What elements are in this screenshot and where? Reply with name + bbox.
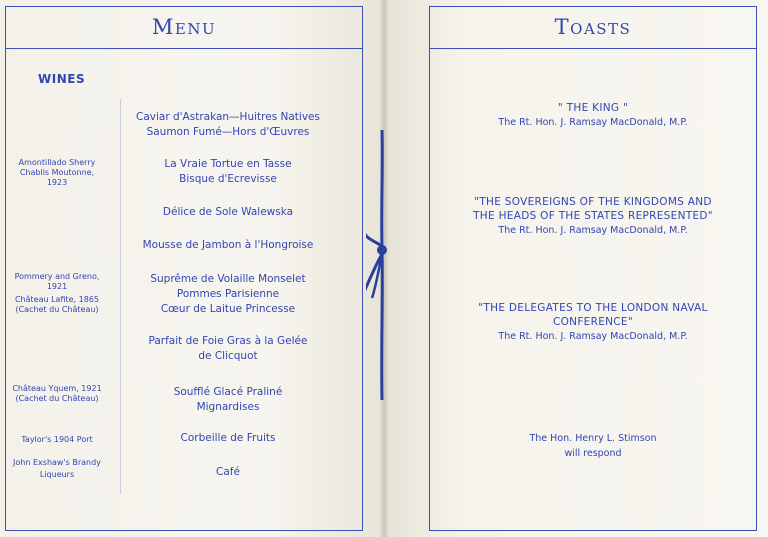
- course-line: Bisque d'Ecrevisse: [179, 173, 277, 185]
- wine-line: (Cachet du Château): [15, 305, 99, 314]
- response-note: [448, 431, 738, 461]
- response-name: The Hon. Henry L. Stimson: [529, 433, 657, 444]
- course-3: [118, 205, 338, 220]
- wine-line: Taylor's 1904 Port: [21, 435, 93, 444]
- course-6: [118, 334, 338, 364]
- course-line: Suprême de Volaille Monselet: [150, 273, 306, 285]
- course-line: Cœur de Laitue Princesse: [160, 303, 296, 315]
- toasts-frame: [429, 6, 757, 531]
- course-line: Corbeille de Fruits: [180, 432, 276, 444]
- menu-title: Menu: [151, 15, 217, 39]
- course-7: [118, 385, 338, 415]
- course-line: Caviar d'Astrakan—Huitres Natives: [136, 111, 320, 123]
- wine-line: Amontillado Sherry: [18, 158, 96, 167]
- course-5: [118, 272, 338, 317]
- toast-text: "THE DELEGATES TO THE LONDON NAVAL: [478, 302, 708, 314]
- wine-pairing-1: [6, 158, 108, 188]
- wine-pairing-5: [6, 458, 108, 480]
- course-line: de Clicquot: [198, 350, 258, 362]
- binding-cord: [366, 128, 402, 403]
- toast-text: " THE KING ": [557, 102, 629, 114]
- wine-line: Chablis Moutonne,: [19, 168, 95, 177]
- toast-text: THE HEADS OF THE STATES REPRESENTED": [473, 210, 713, 222]
- toast-3: [448, 301, 738, 344]
- wines-heading: WINES: [38, 72, 86, 86]
- toast-1: [448, 101, 738, 130]
- wine-line: Château Lafite, 1865: [14, 295, 100, 304]
- course-line: Mignardises: [196, 401, 260, 413]
- toast-text: CONFERENCE": [552, 316, 633, 328]
- course-line: Parfait de Foie Gras à la Gelée: [148, 335, 308, 347]
- course-2: [118, 157, 338, 187]
- course-1: [118, 110, 338, 140]
- toast-speaker: The Rt. Hon. J. Ramsay MacDonald, M.P.: [498, 225, 688, 236]
- wine-line: Liqueurs: [39, 470, 75, 479]
- wine-line: Château Yquem, 1921: [12, 384, 102, 393]
- course-line: Pommes Parisienne: [176, 288, 280, 300]
- response-text: will respond: [564, 448, 622, 459]
- course-line: Mousse de Jambon à l'Hongroise: [142, 239, 314, 251]
- wine-line: (Cachet du Château): [15, 394, 99, 403]
- toast-speaker: The Rt. Hon. J. Ramsay MacDonald, M.P.: [498, 331, 688, 342]
- toast-speaker: The Rt. Hon. J. Ramsay MacDonald, M.P.: [498, 117, 688, 128]
- wine-line: 1921: [46, 282, 68, 291]
- course-8: [118, 431, 338, 446]
- toast-text: "THE SOVEREIGNS OF THE KINGDOMS AND: [474, 196, 712, 208]
- course-line: Café: [216, 466, 240, 478]
- wine-pairing-2: [6, 272, 108, 315]
- course-line: Saumon Fumé—Hors d'Œuvres: [146, 126, 310, 138]
- course-line: La Vraie Tortue en Tasse: [164, 158, 292, 170]
- wine-pairing-4: [6, 435, 108, 445]
- course-line: Délice de Sole Walewska: [162, 206, 294, 218]
- wine-line: 1923: [46, 178, 68, 187]
- course-9: [118, 465, 338, 480]
- wine-line: Pommery and Greno,: [14, 272, 100, 281]
- course-line: Soufflé Glacé Praliné: [173, 386, 283, 398]
- toasts-title-rule: [430, 48, 756, 49]
- toasts-title: Toasts: [554, 15, 632, 39]
- course-4: [118, 238, 338, 253]
- menu-title-rule: [6, 48, 362, 49]
- wine-line: John Exshaw's Brandy: [13, 458, 101, 467]
- toast-2: [448, 195, 738, 238]
- wine-pairing-3: [6, 384, 108, 404]
